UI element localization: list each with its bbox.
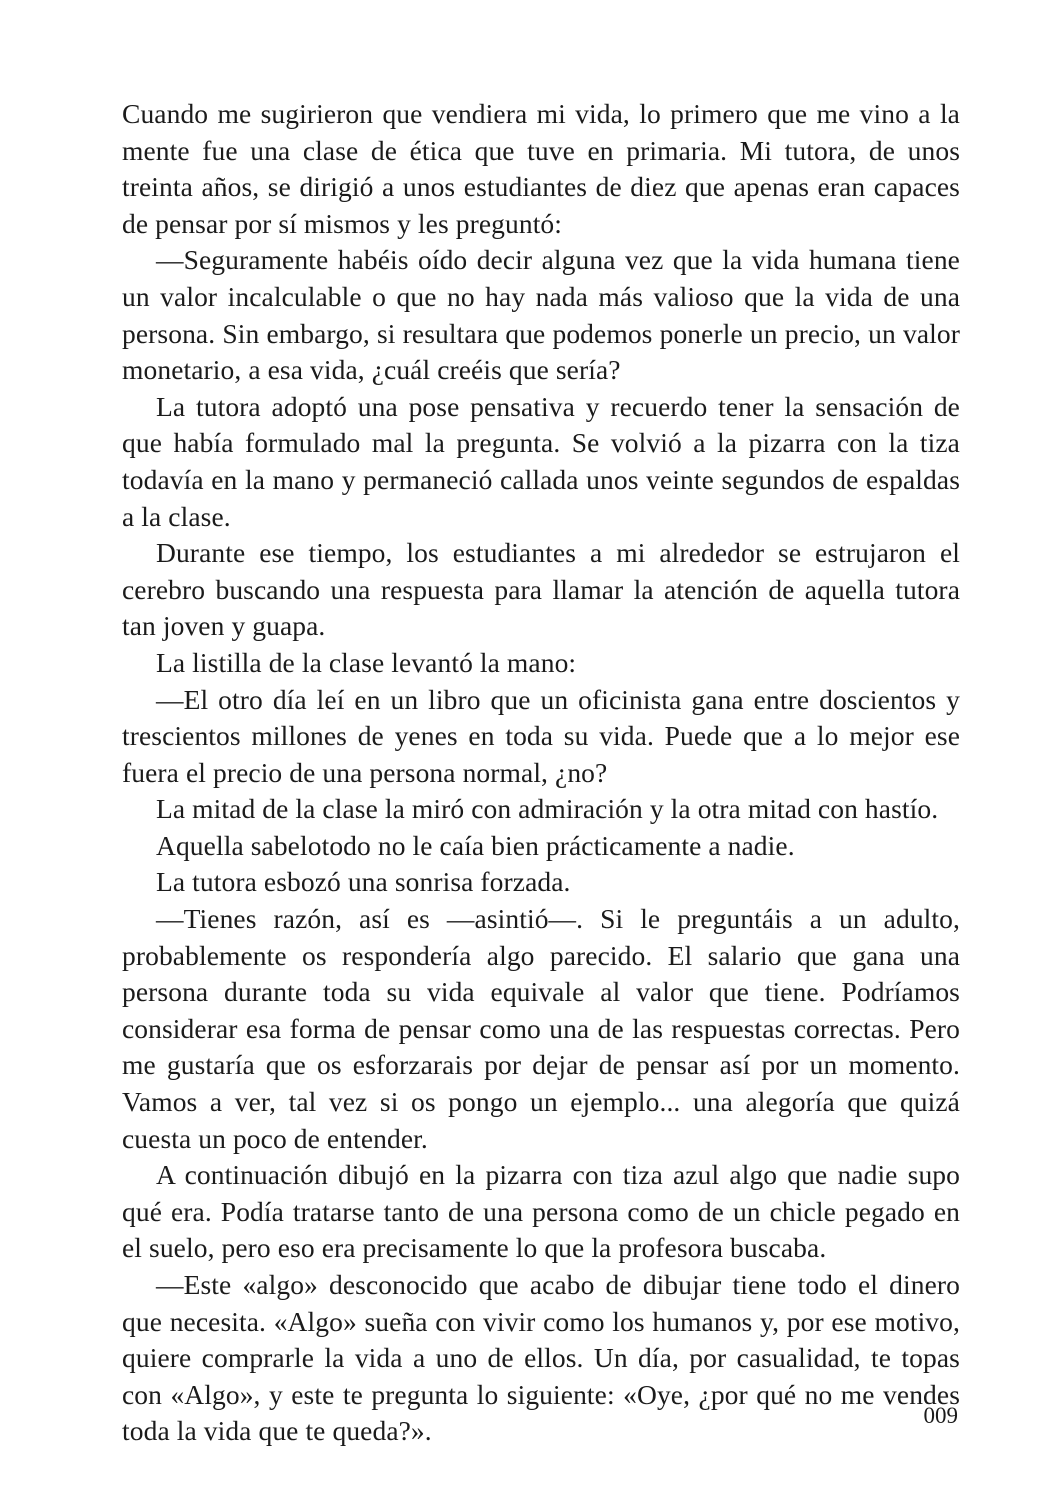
paragraph: A continuación dibujó en la pizarra con tiza azul algo que nadie supo qué era. Podía tratarse tanto de una persona como de un chicle pegado en el suelo, pero eso era precisamente lo que la profesora buscaba. xyxy=(122,1159,960,1264)
paragraph: Cuando me sugirieron que vendiera mi vida, lo primero que me vino a la mente fue una clase de ética que tuve en primaria. Mi tutora, de unos treinta años, se dirigió a unos estudiantes de diez que apenas eran capaces de pensar por sí mismos y les preguntó: xyxy=(122,98,960,239)
paragraph: La tutora adoptó una pose pensativa y recuerdo tener la sensación de que había formulado mal la pregunta. Se volvió a la pizarra con la tiza todavía en la mano y permaneció callada unos veinte segundos de espaldas a la clase. xyxy=(122,390,960,532)
paragraph: La tutora esbozó una sonrisa forzada. xyxy=(156,866,571,898)
paragraph: —Seguramente habéis oído decir alguna vez que la vida humana tiene un valor incalculable o que no hay nada más valioso que la vida de una persona. Sin embargo, si resultara que podemos ponerle un precio, un valor monetario, a esa vida, ¿cuál creéis que sería? xyxy=(122,244,960,386)
paragraph: Aquella sabelotodo no le caía bien prácticamente a nadie. xyxy=(156,829,795,861)
page-number: 009 xyxy=(923,1403,958,1428)
body-text xyxy=(122,96,960,1450)
paragraph: La listilla de la clase levantó la mano: xyxy=(156,646,577,678)
paragraph: Durante ese tiempo, los estudiantes a mi alrededor se estrujaron el cerebro buscando una respuesta para llamar la atención de aquella tutora tan joven y guapa. xyxy=(122,537,960,642)
paragraph: —Este «algo» desconocido que acabo de dibujar tiene todo el dinero que necesita. «Algo» sueña con vivir como los humanos y, por ese motivo, quiere comprarle la vida a uno de ellos. Un día, por casualidad, te topas con «Algo», y este te pregunta lo siguiente: «Oye, ¿por qué no me vendes toda la vida que te queda?». xyxy=(122,1269,960,1447)
paragraph: —El otro día leí en un libro que un oficinista gana entre doscientos y trescientos millones de yenes en toda su vida. Puede que a lo mejor ese fuera el precio de una persona normal, ¿no? xyxy=(122,683,960,788)
paragraph: —Tienes razón, así es —asintió—. Si le preguntáis a un adulto, probablemente os respondería algo parecido. El salario que gana una persona durante toda su vida equivale al valor que tiene. Podríamos considerar esa forma de pensar como una de las respuestas correctas. Pero me gustaría que os esforzarais por dejar de pensar así por un momento. Vamos a ver, tal vez si os pongo un ejemplo... una alegoría que quizá cuesta un poco de entender. xyxy=(122,903,960,1154)
paragraph: La mitad de la clase la miró con admiración y la otra mitad con hastío. xyxy=(156,793,939,825)
